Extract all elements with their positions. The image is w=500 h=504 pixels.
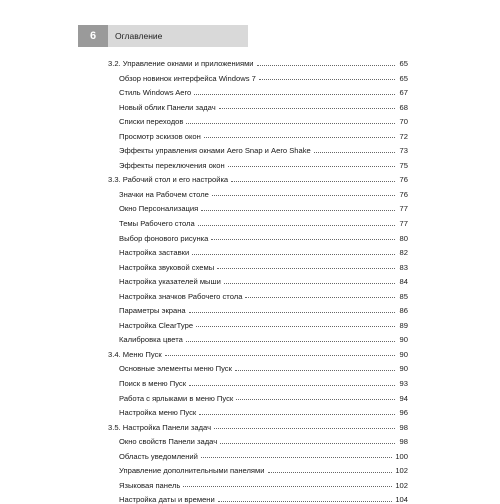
toc-entry-title: Настройка звуковой схемы (119, 262, 215, 272)
toc-entry-row (108, 213, 408, 228)
toc-entry-page: 104 (395, 495, 408, 504)
toc-entry-title: Управление дополнительными панелями (119, 466, 265, 476)
toc-entry-row (108, 97, 408, 112)
dot-leader (194, 94, 395, 95)
toc-entry-page: 76 (399, 175, 408, 185)
dot-leader (220, 443, 395, 444)
dot-leader (189, 312, 395, 313)
toc-entry-page: 72 (399, 131, 408, 141)
toc-entry-page: 89 (399, 320, 408, 330)
toc-entry-row (108, 286, 408, 301)
toc-entry-page: 77 (399, 218, 408, 228)
toc-entry-page: 90 (399, 364, 408, 374)
toc-entry-page: 83 (399, 262, 408, 272)
toc-entry-title: Языковая панель (119, 480, 181, 490)
dot-leader (165, 355, 395, 356)
dot-leader (201, 210, 395, 211)
toc-entry-row (108, 300, 408, 315)
toc-entry-title: Настройка даты и времени (119, 495, 215, 504)
toc-entry-title: Просмотр эскизов окон (119, 131, 201, 141)
toc-entry-title: Основные элементы меню Пуск (119, 364, 232, 374)
toc-entry-row (108, 489, 408, 504)
toc-entry-title: Настройка заставки (119, 248, 190, 258)
dot-leader (204, 137, 395, 138)
dot-leader (228, 166, 395, 167)
toc-entry-page: 70 (399, 117, 408, 127)
toc-entry-row (108, 228, 408, 243)
toc-entry-row (108, 329, 408, 344)
dot-leader (186, 341, 395, 342)
dot-leader (201, 457, 392, 458)
toc-entry-page: 98 (399, 422, 408, 432)
toc-section-row (108, 344, 408, 359)
toc-entry-row (108, 431, 408, 446)
dot-leader (314, 152, 395, 153)
dot-leader (219, 108, 395, 109)
toc-entry-row (108, 460, 408, 475)
toc-entry-page: 84 (399, 277, 408, 287)
toc-entry-title: 3.5. Настройка Панели задач (108, 422, 212, 432)
toc-entry-title: Настройка указателей мыши (119, 277, 221, 287)
toc-entry-title: Работа с ярлыками в меню Пуск (119, 393, 234, 403)
toc-entry-page: 100 (395, 451, 408, 461)
toc-entry-row (108, 82, 408, 97)
toc-entry-row (108, 402, 408, 417)
toc-entry-title: Параметры экрана (119, 306, 186, 316)
toc-entry-title: Поиск в меню Пуск (119, 378, 187, 388)
toc-entry-page: 96 (399, 408, 408, 418)
toc-entry-title: 3.2. Управление окнами и приложениями (108, 58, 254, 68)
toc-entry-page: 93 (399, 378, 408, 388)
toc-entry-title: Стиль Windows Aero (119, 88, 192, 98)
dot-leader (245, 297, 395, 298)
toc-entry-page: 73 (399, 146, 408, 156)
dot-leader (217, 268, 395, 269)
toc-entry-row (108, 140, 408, 155)
toc-entry-title: Выбор фонового рисунка (119, 233, 209, 243)
dot-leader (257, 65, 395, 66)
toc-entry-page: 86 (399, 306, 408, 316)
dot-leader (212, 195, 395, 196)
dot-leader (235, 370, 395, 371)
toc-entry-title: Списки переходов (119, 117, 184, 127)
toc-entry-title: Область уведомлений (119, 451, 198, 461)
toc-entry-title: 3.4. Меню Пуск (108, 349, 162, 359)
toc-entry-row (108, 271, 408, 286)
toc-entry-page: 90 (399, 349, 408, 359)
toc-entry-page: 68 (399, 102, 408, 112)
toc-entry-title: Настройка значков Рабочего стола (119, 291, 243, 301)
dot-leader (224, 283, 395, 284)
dot-leader (259, 79, 395, 80)
toc-entry-page: 65 (399, 58, 408, 68)
dot-leader (236, 399, 395, 400)
dot-leader (196, 326, 395, 327)
toc-entry-title: Калибровка цвета (119, 335, 183, 345)
toc-entry-page: 77 (399, 204, 408, 214)
toc-entry-page: 94 (399, 393, 408, 403)
toc-entry-page: 82 (399, 248, 408, 258)
toc-entry-page: 90 (399, 335, 408, 345)
toc-entry-row (108, 126, 408, 141)
toc-entry-title: Новый облик Панели задач (119, 102, 216, 112)
toc-entry-row (108, 155, 408, 170)
dot-leader (218, 501, 393, 502)
toc-entry-row (108, 475, 408, 490)
dot-leader (231, 181, 395, 182)
page-number: 6 (78, 25, 108, 47)
running-head: Оглавление (108, 25, 248, 47)
dot-leader (214, 428, 395, 429)
toc-section-row (108, 169, 408, 184)
toc-entry-row (108, 388, 408, 403)
toc-entry-row (108, 257, 408, 272)
toc-entry-page: 75 (399, 160, 408, 170)
toc-entry-title: Окно свойств Панели задач (119, 437, 218, 447)
dot-leader (189, 385, 395, 386)
toc-entry-page: 80 (399, 233, 408, 243)
toc-entry-page: 76 (399, 189, 408, 199)
toc-entry-title: Эффекты переключения окон (119, 160, 225, 170)
toc-entry-page: 65 (399, 73, 408, 83)
toc-entry-row (108, 358, 408, 373)
dot-leader (186, 123, 395, 124)
dot-leader (198, 225, 395, 226)
toc-entry-page: 67 (399, 88, 408, 98)
toc-entry-title: Значки на Рабочем столе (119, 189, 209, 199)
toc-entry-title: Эффекты управления окнами Aero Snap и Aero Shake (119, 146, 311, 156)
toc-entry-title: 3.3. Рабочий стол и его настройка (108, 175, 229, 185)
dot-leader (211, 239, 395, 240)
toc-entry-row (108, 198, 408, 213)
toc-entry-row (108, 242, 408, 257)
toc-entry-title: Настройка меню Пуск (119, 408, 197, 418)
page-header (78, 25, 248, 47)
toc-entry-page: 98 (399, 437, 408, 447)
toc-entry-page: 85 (399, 291, 408, 301)
dot-leader (192, 254, 395, 255)
toc-entry-page: 102 (395, 466, 408, 476)
toc-entry-title: Обзор новинок интерфейса Windows 7 (119, 73, 256, 83)
dot-leader (199, 414, 395, 415)
toc-entry-page: 102 (395, 480, 408, 490)
toc-entry-title: Темы Рабочего стола (119, 218, 195, 228)
dot-leader (183, 486, 392, 487)
toc-entry-row (108, 373, 408, 388)
toc-section-row (108, 417, 408, 432)
toc-entry-row (108, 446, 408, 461)
toc-entry-row (108, 184, 408, 199)
toc-entry-row (108, 68, 408, 83)
toc-entry-title: Настройка ClearType (119, 320, 194, 330)
toc-entry-row (108, 111, 408, 126)
toc-entry-title: Окно Персонализация (119, 204, 199, 214)
table-of-contents (108, 53, 408, 504)
toc-section-row (108, 53, 408, 68)
toc-entry-row (108, 315, 408, 330)
dot-leader (268, 472, 393, 473)
